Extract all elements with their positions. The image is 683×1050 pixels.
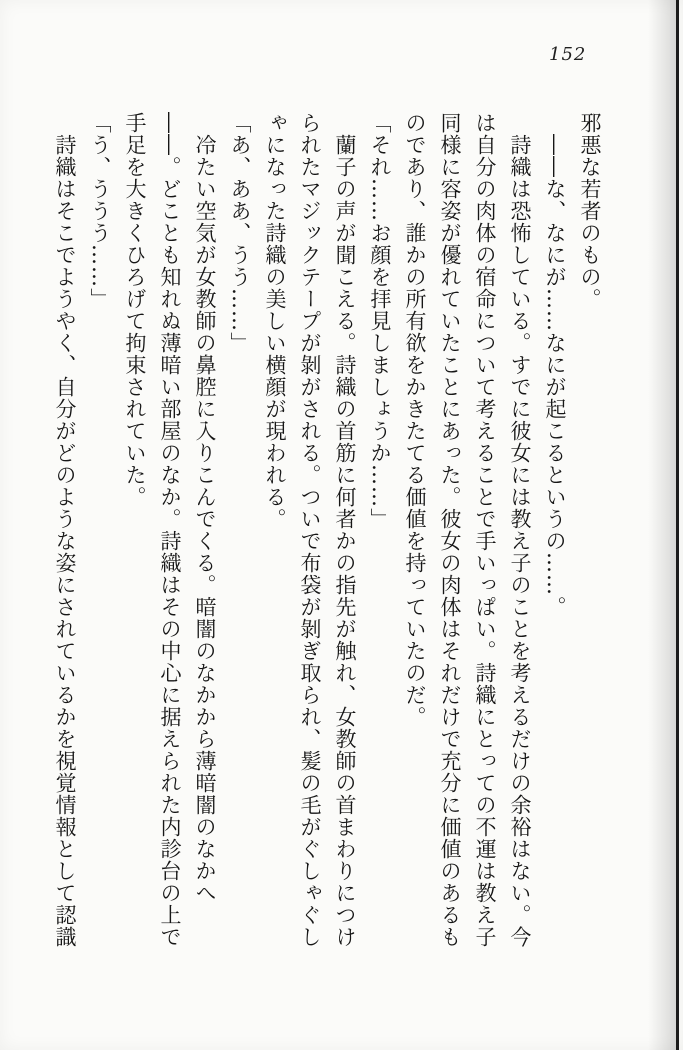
paragraph: 冷たい空気が女教師の鼻腔に入りこんでくる。暗闇のなかから薄暗闇のなかへ――。どことも知れぬ薄暗い部屋のなか。詩織はその中心に据えられた内診台の上で手足を大きくひろげて拘束されていた。 [123, 112, 217, 948]
paragraph: 邪悪な若者のもの。 [578, 112, 602, 310]
paragraph: 「それ……お顔を拝見しましょうか……」 [368, 112, 392, 530]
page-number: 152 [549, 44, 587, 65]
page-edge-line [676, 0, 679, 1050]
paragraph: 詩織は恐怖している。すでに彼女には教え子のことを考えるだけの余裕はない。今は自分の肉体の宿命について考えることで手いっぱい。詩織にとっての不運は教え子同様に容姿が優れていたことにあった。彼女の肉体はそれだけで充分に価値のあるものであり、誰かの所有欲をかきたてる価値を持っていたのだ。 [403, 112, 532, 948]
paragraph: 「あ、ああ、うう……」 [228, 112, 252, 354]
paragraph: ――な、なにが……なにが起こるというの……。 [543, 134, 567, 618]
paragraph: 「う、ううう……」 [88, 112, 112, 310]
page-edge-shadow [648, 0, 676, 1050]
paragraph: 詩織はそこでようやく、自分がどのような姿にされているかを視覚情報として認識 [53, 134, 77, 948]
text-block [47, 112, 607, 950]
paragraph: 蘭子の声が聞こえる。詩織の首筋に何者かの指先が触れ、女教師の首まわりにつけられたマジックテープが剝がされる。ついで布袋が剝ぎ取られ、髪の毛がぐしゃぐしゃになった詩織の美しい横顔が現われる。 [263, 112, 357, 948]
